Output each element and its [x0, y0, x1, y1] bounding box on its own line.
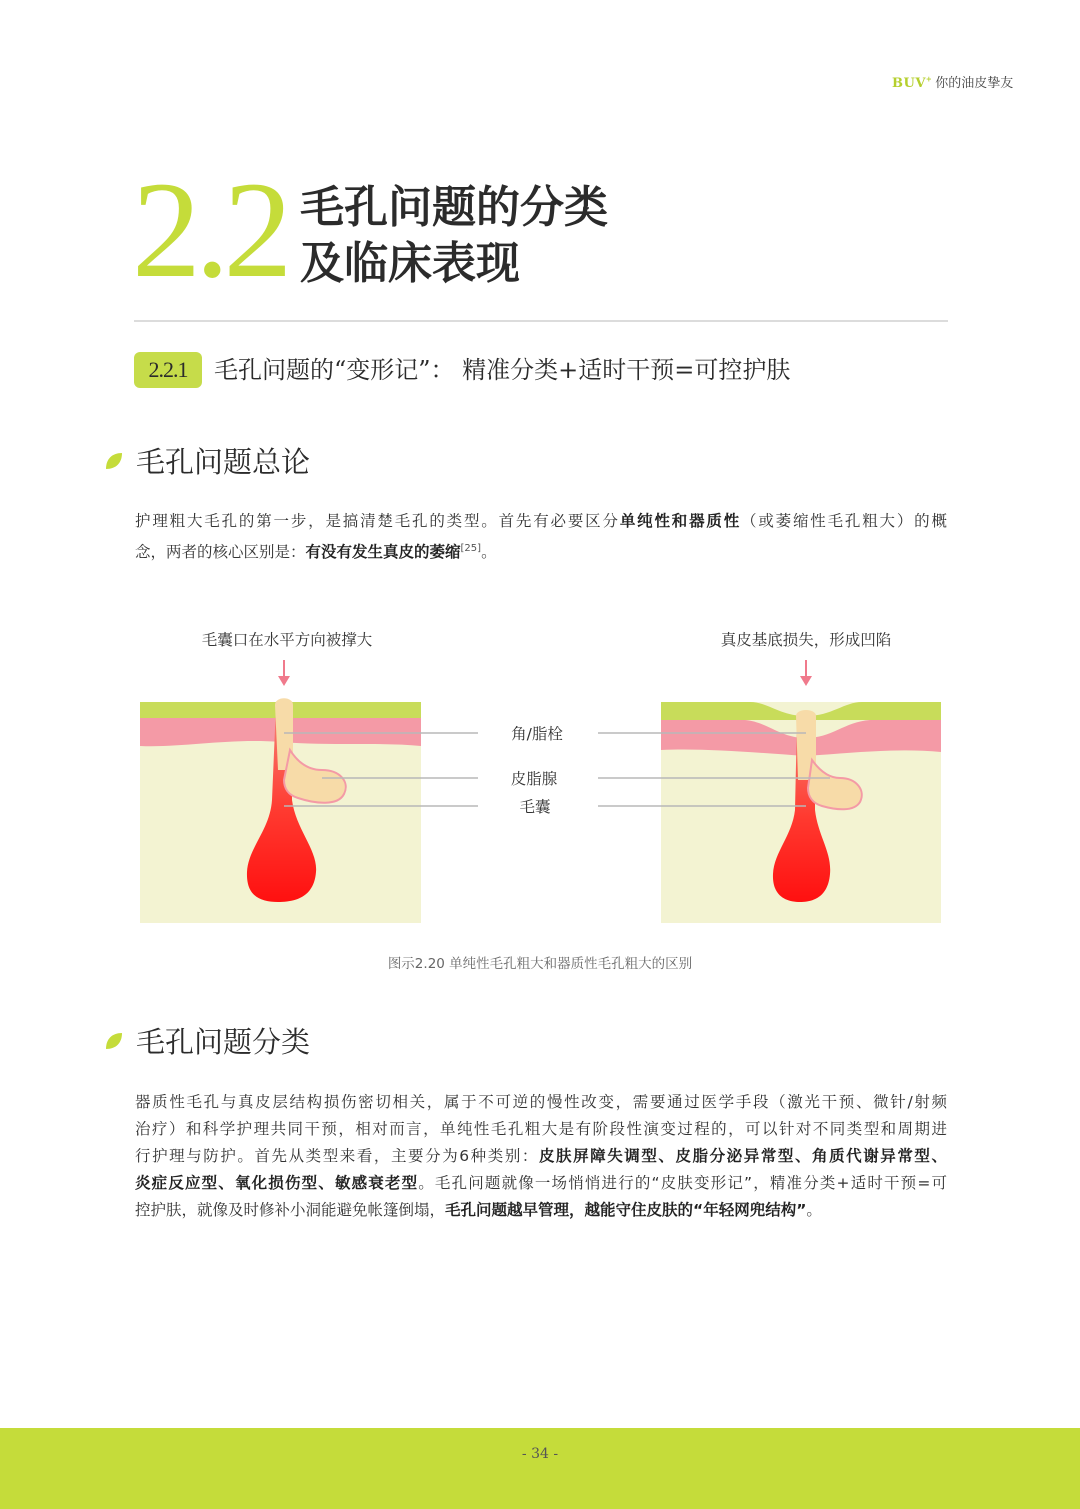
- section-heading-text: 毛孔问题分类: [136, 1025, 311, 1059]
- label-plug: 角/脂栓: [511, 725, 563, 743]
- chapter-title-line1: 毛孔问题的分类: [300, 182, 608, 233]
- label-follicle: 毛囊: [519, 798, 551, 816]
- paragraph-line: 念，两者的核心区别是：有没有发生真皮的萎缩[25]。: [135, 543, 497, 562]
- paragraph-line: 行护理与防护。首先从类型来看，主要分为6种类别：皮肤屏障失调型、皮脂分泌异常型、角质代谢异常型、: [135, 1147, 947, 1165]
- citation-ref[interactable]: [25]: [460, 543, 482, 554]
- section-heading-overview: [104, 440, 310, 481]
- page-number: - 34 -: [521, 1446, 559, 1462]
- section-heading-classification: [104, 1020, 310, 1061]
- leaf-icon: [104, 451, 124, 471]
- paragraph-line: 控护肤，就像及时修补小洞能避免帐篷倒塌，毛孔问题越早管理，越能守住皮肤的“年轻网兜结构”。: [135, 1201, 822, 1219]
- figure-caption: 图示2.20 单纯性毛孔粗大和器质性毛孔粗大的区别: [387, 956, 693, 972]
- classification-paragraph: [135, 1089, 947, 1224]
- leaf-icon: [104, 1031, 124, 1051]
- brand-slogan: 你的油皮挚友: [935, 76, 1014, 91]
- chapter-number: 2.2: [132, 153, 287, 306]
- label-sebaceous-gland: 皮脂腺: [510, 770, 558, 788]
- heading-divider: [134, 320, 948, 322]
- subsection-title: 毛孔问题的“变形记”： 精准分类+适时干预=可控护肤: [214, 356, 791, 384]
- footer-bar: [0, 1428, 1080, 1509]
- label-left-top: 毛囊口在水平方向被撑大: [201, 631, 373, 649]
- chapter-title: [300, 180, 608, 292]
- pore-comparison-figure: [130, 620, 950, 940]
- paragraph-line: 器质性毛孔与真皮层结构损伤密切相关，属于不可逆的慢性改变，需要通过医学手段（激光干预、微针/射频: [135, 1093, 947, 1111]
- overview-paragraph: [135, 508, 947, 566]
- paragraph-line: 炎症反应型、氧化损伤型、敏感衰老型。毛孔问题就像一场悄悄进行的“皮肤变形记”，精准分类+适时干预=可: [135, 1174, 947, 1192]
- brand-header: [892, 72, 1013, 91]
- label-right-top: 真皮基底损失，形成凹陷: [720, 631, 892, 649]
- brand-logo: BUV+: [892, 74, 933, 91]
- simple-pore-panel: [140, 660, 478, 923]
- paragraph-line: 治疗）和科学护理共同干预，相对而言，单纯性毛孔粗大是有阶段性演变过程的，可以针对不同类型和周期进: [135, 1120, 947, 1138]
- chapter-title-line2: 及临床表现: [300, 238, 520, 289]
- section-heading-text: 毛孔问题总论: [136, 445, 311, 479]
- paragraph-line: 护理粗大毛孔的第一步，是搞清楚毛孔的类型。首先有必要区分单纯性和器质性（或萎缩性毛孔粗大）的概: [135, 512, 947, 530]
- subsection-number-badge: 2.2.1: [134, 352, 202, 388]
- organic-pore-panel: [598, 660, 941, 923]
